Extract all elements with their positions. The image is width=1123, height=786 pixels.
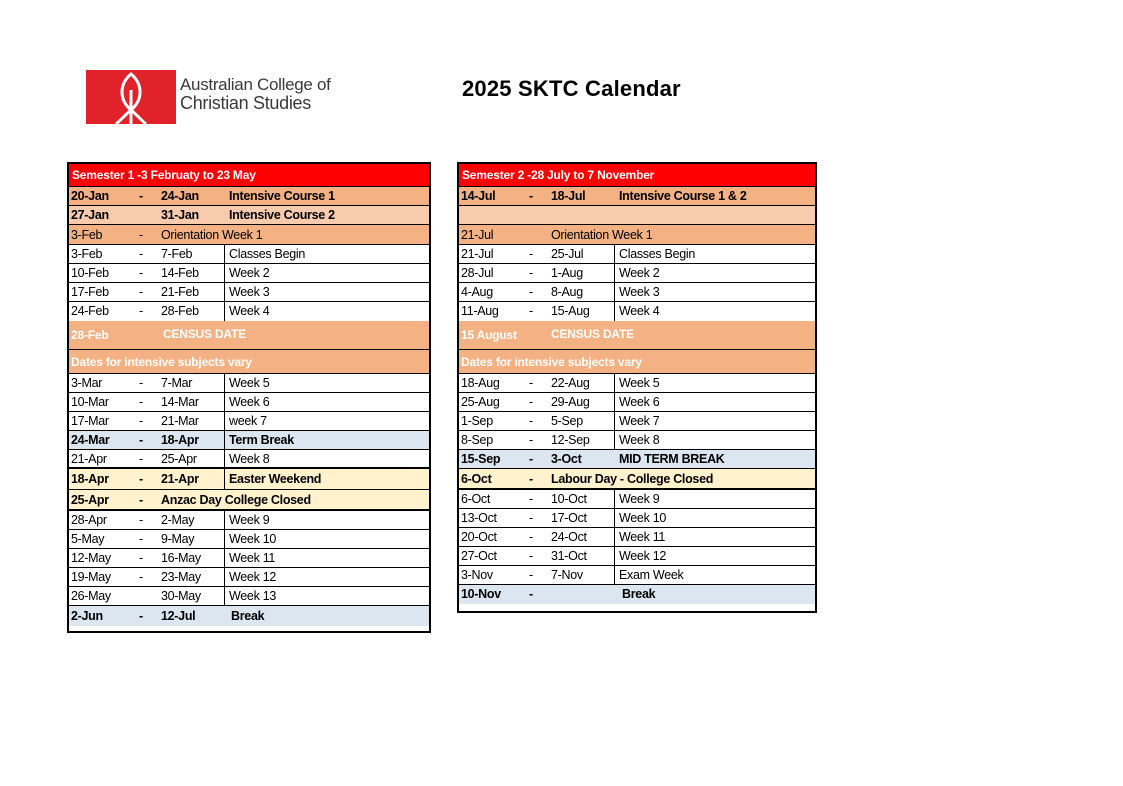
semester-1-header: Semester 1 -3 Februaty to 23 May <box>69 164 429 187</box>
row-end-date: 22-Aug <box>551 376 590 390</box>
column-divider <box>614 431 615 449</box>
row-label: Week 12 <box>619 549 667 563</box>
cross-fish-logo-icon <box>86 70 176 124</box>
column-divider <box>224 412 225 430</box>
row-start-date: 4-Aug <box>461 285 493 299</box>
row-dash: - <box>529 492 533 506</box>
column-divider <box>224 302 225 321</box>
row-label: Week 3 <box>619 285 660 299</box>
row-end-date: 14-Feb <box>161 266 199 280</box>
row-end-date: 2-May <box>161 513 195 527</box>
calendar-row <box>459 245 815 264</box>
row-start-date: 3-Mar <box>71 376 103 390</box>
row-label: Orientation Week 1 <box>161 228 263 242</box>
row-label: Week 10 <box>229 532 277 546</box>
column-divider <box>614 245 615 263</box>
row-start-date: 12-May <box>71 551 111 565</box>
row-start-date: 15-Sep <box>461 452 501 466</box>
row-dash: - <box>139 472 143 486</box>
column-divider <box>614 528 615 546</box>
row-end-date: 23-May <box>161 570 201 584</box>
row-end-date: 25-Apr <box>161 452 197 466</box>
row-start-date: 20-Jan <box>71 189 109 203</box>
column-divider <box>614 283 615 301</box>
calendar-row <box>459 412 815 431</box>
row-start-date: 27-Oct <box>461 549 497 563</box>
column-divider <box>224 393 225 411</box>
row-start-date: 28-Jul <box>461 266 494 280</box>
row-label: Week 8 <box>619 433 660 447</box>
column-divider <box>224 549 225 567</box>
row-start-date: 6-Oct <box>461 472 492 486</box>
row-dash: - <box>139 414 143 428</box>
row-end-date: 8-Aug <box>551 285 583 299</box>
calendar-row <box>459 225 815 245</box>
row-label: week 7 <box>229 414 267 428</box>
calendar-row <box>459 187 815 206</box>
row-end-date: 21-Apr <box>161 472 199 486</box>
row-start-date: 19-May <box>71 570 111 584</box>
row-end-date: 21-Feb <box>161 285 199 299</box>
row-start-date: 25-Aug <box>461 395 500 409</box>
semester-2-header: Semester 2 -28 July to 7 November <box>459 164 815 187</box>
calendar-row <box>69 374 429 393</box>
calendar-row <box>69 225 429 245</box>
row-dash: - <box>529 285 533 299</box>
row-dash: - <box>529 414 533 428</box>
row-start-date: 18-Aug <box>461 376 500 390</box>
row-label: Anzac Day College Closed <box>161 493 311 507</box>
row-label: Classes Begin <box>619 247 696 261</box>
row-dash: - <box>529 266 533 280</box>
row-label: Week 11 <box>619 530 666 544</box>
calendar-row <box>459 469 815 490</box>
row-label: Week 2 <box>229 266 270 280</box>
row-label: Week 8 <box>229 452 270 466</box>
calendar-row <box>69 568 429 587</box>
row-end-date: 31-Oct <box>551 549 587 563</box>
semester-1-calendar <box>67 162 431 633</box>
row-label: Classes Begin <box>229 247 306 261</box>
row-end-date: 17-Oct <box>551 511 587 525</box>
row-dash: - <box>139 228 143 242</box>
column-divider <box>614 566 615 584</box>
row-label: Week 6 <box>619 395 660 409</box>
calendar-row <box>459 393 815 412</box>
row-dash: - <box>529 452 533 466</box>
row-label: Week 5 <box>619 376 660 390</box>
row-dash: - <box>529 511 533 525</box>
row-end-date: 12-Jul <box>161 609 196 623</box>
row-start-date: 26-May <box>71 589 111 603</box>
row-start-date: 24-Mar <box>71 433 110 447</box>
calendar-row <box>459 528 815 547</box>
column-divider <box>224 511 225 529</box>
row-label: Intensive Course 2 <box>229 208 335 222</box>
row-end-date: 24-Oct <box>551 530 587 544</box>
row-start-date: 2-Jun <box>71 609 103 623</box>
calendar-row <box>459 509 815 528</box>
calendar-row <box>69 511 429 530</box>
row-label: Week 3 <box>229 285 270 299</box>
row-end-date: 15-Aug <box>551 304 590 318</box>
semester-1-census-row <box>69 321 429 350</box>
semester-2-calendar <box>457 162 817 613</box>
row-label: Term Break <box>229 433 294 447</box>
semester-2-intensive-note <box>459 350 815 374</box>
row-label: Easter Weekend <box>229 472 322 486</box>
row-start-date: 1-Sep <box>461 414 493 428</box>
row-dash: - <box>139 551 143 565</box>
row-end-date: 7-Nov <box>551 568 583 582</box>
row-end-date: 31-Jan <box>161 208 199 222</box>
column-divider <box>614 393 615 411</box>
row-dash: - <box>529 530 533 544</box>
row-dash: - <box>529 549 533 563</box>
census-date: 15 August <box>461 328 517 342</box>
row-end-date: 30-May <box>161 589 201 603</box>
row-start-date: 10-Nov <box>461 587 501 601</box>
row-start-date: 27-Jan <box>71 208 109 222</box>
logo-line-1: Australian College of <box>180 75 331 94</box>
calendar-row <box>69 412 429 431</box>
row-dash: - <box>139 189 143 203</box>
row-dash: - <box>529 587 533 601</box>
row-dash: - <box>139 433 143 447</box>
row-dash: - <box>139 266 143 280</box>
row-start-date: 5-May <box>71 532 105 546</box>
calendar-row <box>459 374 815 393</box>
row-end-date: 24-Jan <box>161 189 199 203</box>
row-end-date: 28-Feb <box>161 304 199 318</box>
row-label: Exam Week <box>619 568 684 582</box>
row-start-date: 10-Feb <box>71 266 109 280</box>
row-label: Break <box>231 609 265 623</box>
row-dash: - <box>139 452 143 466</box>
row-label: MID TERM BREAK <box>619 452 725 466</box>
calendar-row <box>69 431 429 450</box>
column-divider <box>614 509 615 527</box>
intensive-note-text: Dates for intensive subjects vary <box>461 355 642 369</box>
row-start-date: 6-Oct <box>461 492 491 506</box>
row-start-date: 17-Mar <box>71 414 109 428</box>
logo-line-2: Christian Studies <box>180 93 311 113</box>
row-end-date: 14-Mar <box>161 395 199 409</box>
column-divider <box>224 245 225 263</box>
row-end-date: 7-Feb <box>161 247 193 261</box>
semester-2-census-row <box>459 321 815 350</box>
row-start-date: 3-Feb <box>71 247 103 261</box>
row-dash: - <box>139 395 143 409</box>
row-dash: - <box>139 570 143 584</box>
row-label: Intensive Course 1 & 2 <box>619 189 747 203</box>
column-divider <box>224 530 225 548</box>
column-divider <box>614 547 615 565</box>
row-dash: - <box>529 395 533 409</box>
calendar-row <box>459 450 815 469</box>
row-label: Intensive Course 1 <box>229 189 335 203</box>
row-start-date: 3-Nov <box>461 568 493 582</box>
column-divider <box>614 490 615 508</box>
calendar-row <box>69 187 429 206</box>
row-dash: - <box>139 247 143 261</box>
row-start-date: 3-Feb <box>71 228 103 242</box>
row-end-date: 1-Aug <box>551 266 583 280</box>
row-start-date: 28-Apr <box>71 513 107 527</box>
column-divider <box>224 587 225 605</box>
row-dash: - <box>529 189 533 203</box>
row-label: Week 4 <box>619 304 660 318</box>
column-divider <box>614 412 615 430</box>
column-divider <box>224 568 225 586</box>
calendar-row <box>69 606 429 626</box>
calendar-row <box>69 393 429 412</box>
row-end-date: 3-Oct <box>551 452 582 466</box>
calendar-row <box>69 283 429 302</box>
row-start-date: 17-Feb <box>71 285 109 299</box>
row-label: Break <box>622 587 656 601</box>
row-dash: - <box>529 376 533 390</box>
row-dash: - <box>529 433 533 447</box>
calendar-row <box>69 264 429 283</box>
calendar-row <box>69 450 429 469</box>
page-title: 2025 SKTC Calendar <box>462 76 681 101</box>
row-start-date: 18-Apr <box>71 472 109 486</box>
row-label: Week 7 <box>619 414 660 428</box>
calendar-row <box>69 469 429 490</box>
calendar-row <box>69 302 429 321</box>
column-divider <box>614 264 615 282</box>
row-label: Week 6 <box>229 395 270 409</box>
calendar-row <box>459 206 815 225</box>
column-divider <box>224 374 225 392</box>
row-start-date: 25-Apr <box>71 493 109 507</box>
row-label: Week 9 <box>619 492 660 506</box>
row-end-date: 10-Oct <box>551 492 587 506</box>
column-divider <box>224 469 225 489</box>
row-start-date: 13-Oct <box>461 511 497 525</box>
row-end-date: 9-May <box>161 532 195 546</box>
row-label: Week 12 <box>229 570 277 584</box>
column-divider <box>224 431 225 449</box>
column-divider <box>224 264 225 282</box>
row-end-date: 12-Sep <box>551 433 590 447</box>
row-end-date: 29-Aug <box>551 395 590 409</box>
row-dash: - <box>139 532 143 546</box>
column-divider <box>614 302 615 321</box>
row-start-date: 10-Mar <box>71 395 109 409</box>
row-label: Week 4 <box>229 304 270 318</box>
row-label: Orientation Week 1 <box>551 228 653 242</box>
row-dash: - <box>139 493 143 507</box>
row-dash: - <box>139 285 143 299</box>
calendar-row <box>69 587 429 606</box>
semester-1-intensive-note <box>69 350 429 374</box>
calendar-row <box>69 549 429 568</box>
row-end-date: 21-Mar <box>161 414 199 428</box>
row-start-date: 8-Sep <box>461 433 493 447</box>
calendar-row <box>69 245 429 264</box>
row-start-date: 11-Aug <box>461 304 499 318</box>
calendar-row <box>459 547 815 566</box>
row-start-date: 14-Jul <box>461 189 496 203</box>
row-label: Week 10 <box>619 511 667 525</box>
row-dash: - <box>529 568 533 582</box>
row-dash: - <box>139 376 143 390</box>
row-dash: - <box>529 472 533 486</box>
calendar-row <box>69 530 429 549</box>
row-end-date: 25-Jul <box>551 247 584 261</box>
row-dash: - <box>139 304 143 318</box>
column-divider <box>224 450 225 467</box>
row-end-date: 7-Mar <box>161 376 193 390</box>
row-label: Labour Day - College Closed <box>551 472 714 486</box>
row-end-date: 18-Apr <box>161 433 199 447</box>
row-dash: - <box>529 247 533 261</box>
row-dash: - <box>139 609 143 623</box>
census-label: CENSUS DATE <box>551 327 634 341</box>
calendar-row <box>459 431 815 450</box>
college-logo <box>86 70 331 126</box>
row-start-date: 21-Jul <box>461 247 494 261</box>
calendar-row <box>459 283 815 302</box>
row-end-date: 18-Jul <box>551 189 586 203</box>
row-label: Week 5 <box>229 376 270 390</box>
row-start-date: 21-Apr <box>71 452 107 466</box>
calendar-row <box>69 490 429 511</box>
row-start-date: 24-Feb <box>71 304 109 318</box>
row-end-date: 16-May <box>161 551 201 565</box>
row-label: Week 13 <box>229 589 277 603</box>
calendar-row <box>459 585 815 604</box>
row-start-date: 20-Oct <box>461 530 497 544</box>
column-divider <box>614 374 615 392</box>
calendar-row <box>459 566 815 585</box>
census-date: 28-Feb <box>71 328 109 342</box>
row-dash: - <box>529 304 533 318</box>
calendar-row <box>459 490 815 509</box>
calendar-row <box>459 302 815 321</box>
row-end-date: 5-Sep <box>551 414 583 428</box>
calendar-row <box>459 264 815 283</box>
column-divider <box>224 283 225 301</box>
row-label: Week 2 <box>619 266 660 280</box>
row-dash: - <box>139 513 143 527</box>
row-label: Week 9 <box>229 513 270 527</box>
row-label: Week 11 <box>229 551 276 565</box>
calendar-row <box>69 206 429 225</box>
census-label: CENSUS DATE <box>163 327 246 341</box>
row-start-date: 21-Jul <box>461 228 494 242</box>
intensive-note-text: Dates for intensive subjects vary <box>71 355 252 369</box>
